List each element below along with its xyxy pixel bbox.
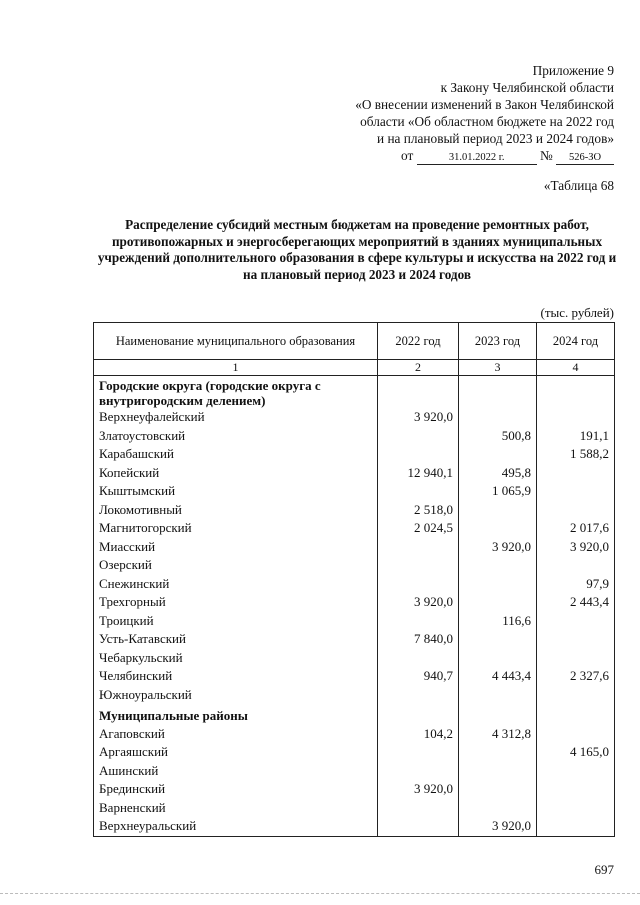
value-2024-cell: 3 920,0 bbox=[537, 538, 615, 557]
value-2024-cell bbox=[537, 649, 615, 668]
municipality-name-cell: Ашинский bbox=[94, 762, 378, 781]
table-row bbox=[94, 762, 615, 781]
municipality-name-cell: Верхнеуральский bbox=[94, 817, 378, 836]
value-2024-cell bbox=[537, 780, 615, 799]
table-row bbox=[94, 649, 615, 668]
value-2023-cell bbox=[459, 556, 537, 575]
municipality-name-cell: Аргаяшский bbox=[94, 743, 378, 762]
table-row bbox=[94, 686, 615, 705]
municipality-name-cell: Трехгорный bbox=[94, 593, 378, 612]
value-2022-cell bbox=[378, 704, 459, 725]
appendix-line: к Закону Челябинской области bbox=[440, 80, 614, 95]
value-2024-cell bbox=[537, 799, 615, 818]
value-2024-cell: 2 443,4 bbox=[537, 593, 615, 612]
page-bottom-rule bbox=[0, 893, 640, 894]
table-row bbox=[94, 799, 615, 818]
table-row bbox=[94, 427, 615, 446]
table-row bbox=[94, 817, 615, 836]
value-2024-cell bbox=[537, 501, 615, 520]
value-2022-cell bbox=[378, 743, 459, 762]
value-2023-cell bbox=[459, 445, 537, 464]
value-2023-cell: 1 065,9 bbox=[459, 482, 537, 501]
table-row bbox=[94, 593, 615, 612]
value-2023-cell bbox=[459, 501, 537, 520]
appendix-header bbox=[355, 62, 614, 165]
value-2024-cell bbox=[537, 630, 615, 649]
municipality-name-cell: Копейский bbox=[94, 464, 378, 483]
value-2024-cell: 2 327,6 bbox=[537, 667, 615, 686]
appendix-line: и на плановый период 2023 и 2024 годов» bbox=[377, 131, 614, 146]
municipality-name-cell: Локомотивный bbox=[94, 501, 378, 520]
table-row bbox=[94, 725, 615, 744]
units-label: (тыс. рублей) bbox=[540, 305, 614, 320]
municipality-name-cell: Карабашский bbox=[94, 445, 378, 464]
value-2024-cell bbox=[537, 464, 615, 483]
value-2023-cell: 4 443,4 bbox=[459, 667, 537, 686]
value-2024-cell bbox=[537, 482, 615, 501]
document-title: Распределение субсидий местным бюджетам на проведение ремонтных работ, противопожарных и энергосберегающих мероприятий в зданиях муниципальных учреждений дополнительного образования в сфере культуры и искусства на 2022 год и на плановый период 2023 и 2024 годов bbox=[97, 217, 617, 282]
value-2024-cell bbox=[537, 408, 615, 427]
value-2023-cell: 500,8 bbox=[459, 427, 537, 446]
municipality-name-cell: Агаповский bbox=[94, 725, 378, 744]
table-row bbox=[94, 780, 615, 799]
municipality-name-cell: Брединский bbox=[94, 780, 378, 799]
value-2022-cell bbox=[378, 556, 459, 575]
value-2023-cell bbox=[459, 519, 537, 538]
table-row bbox=[94, 538, 615, 557]
value-2022-cell bbox=[378, 612, 459, 631]
value-2023-cell: 3 920,0 bbox=[459, 538, 537, 557]
section-row bbox=[94, 704, 615, 725]
value-2022-cell: 2 518,0 bbox=[378, 501, 459, 520]
municipality-name-cell: Муниципальные районы bbox=[94, 704, 378, 725]
column-index: 1 bbox=[94, 360, 378, 376]
table-row bbox=[94, 612, 615, 631]
value-2022-cell bbox=[378, 376, 459, 409]
value-2022-cell: 7 840,0 bbox=[378, 630, 459, 649]
value-2024-cell: 2 017,6 bbox=[537, 519, 615, 538]
column-header-name: Наименование муниципального образования bbox=[94, 323, 378, 360]
value-2024-cell bbox=[537, 817, 615, 836]
value-2022-cell: 3 920,0 bbox=[378, 593, 459, 612]
municipality-name-cell: Магнитогорский bbox=[94, 519, 378, 538]
page-number: 697 bbox=[594, 862, 614, 877]
value-2023-cell bbox=[459, 762, 537, 781]
column-index-row bbox=[94, 360, 615, 376]
municipality-name-cell: Чебаркульский bbox=[94, 649, 378, 668]
section-row bbox=[94, 376, 615, 409]
column-header-2022: 2022 год bbox=[378, 323, 459, 360]
value-2024-cell bbox=[537, 725, 615, 744]
value-2024-cell: 191,1 bbox=[537, 427, 615, 446]
value-2022-cell bbox=[378, 799, 459, 818]
value-2024-cell bbox=[537, 686, 615, 705]
value-2024-cell: 1 588,2 bbox=[537, 445, 615, 464]
from-label: от bbox=[401, 148, 414, 163]
appendix-line: области «Об областном бюджете на 2022 год bbox=[360, 114, 614, 129]
value-2022-cell bbox=[378, 575, 459, 594]
municipality-name-cell: Кыштымский bbox=[94, 482, 378, 501]
appendix-line: «О внесении изменений в Закон Челябинской bbox=[355, 97, 614, 112]
municipality-name-cell: Троицкий bbox=[94, 612, 378, 631]
column-header-2024: 2024 год bbox=[537, 323, 615, 360]
value-2023-cell bbox=[459, 649, 537, 668]
value-2022-cell bbox=[378, 482, 459, 501]
value-2024-cell bbox=[537, 612, 615, 631]
header-row bbox=[94, 323, 615, 360]
appendix-line: Приложение 9 bbox=[532, 63, 614, 78]
table-row bbox=[94, 743, 615, 762]
value-2023-cell bbox=[459, 799, 537, 818]
table-row bbox=[94, 556, 615, 575]
column-index: 2 bbox=[378, 360, 459, 376]
law-date-number-line bbox=[355, 147, 614, 165]
value-2022-cell: 2 024,5 bbox=[378, 519, 459, 538]
value-2023-cell bbox=[459, 780, 537, 799]
table-row bbox=[94, 667, 615, 686]
municipality-name-cell: Озерский bbox=[94, 556, 378, 575]
column-header-2023: 2023 год bbox=[459, 323, 537, 360]
value-2023-cell bbox=[459, 686, 537, 705]
value-2023-cell bbox=[459, 376, 537, 409]
value-2022-cell: 3 920,0 bbox=[378, 408, 459, 427]
law-number: 526-ЗО bbox=[556, 152, 614, 165]
value-2023-cell bbox=[459, 743, 537, 762]
municipality-name-cell: Златоустовский bbox=[94, 427, 378, 446]
table-row bbox=[94, 445, 615, 464]
municipality-name-cell: Снежинский bbox=[94, 575, 378, 594]
value-2023-cell bbox=[459, 593, 537, 612]
table-row bbox=[94, 630, 615, 649]
value-2022-cell bbox=[378, 649, 459, 668]
table-label: «Таблица 68 bbox=[543, 178, 614, 193]
law-date: 31.01.2022 г. bbox=[417, 152, 537, 165]
municipality-name-cell: Южноуральский bbox=[94, 686, 378, 705]
value-2023-cell: 3 920,0 bbox=[459, 817, 537, 836]
value-2022-cell: 3 920,0 bbox=[378, 780, 459, 799]
value-2024-cell bbox=[537, 704, 615, 725]
table-row bbox=[94, 408, 615, 427]
municipality-name-cell: Варненский bbox=[94, 799, 378, 818]
municipality-name-cell: Челябинский bbox=[94, 667, 378, 686]
subsidy-table bbox=[93, 322, 615, 837]
table-row bbox=[94, 482, 615, 501]
table-row bbox=[94, 575, 615, 594]
value-2022-cell: 104,2 bbox=[378, 725, 459, 744]
value-2023-cell: 116,6 bbox=[459, 612, 537, 631]
municipality-name-cell: Городские округа (городские округа с внутригородским делением) bbox=[94, 376, 378, 409]
value-2023-cell bbox=[459, 630, 537, 649]
column-index: 3 bbox=[459, 360, 537, 376]
column-index: 4 bbox=[537, 360, 615, 376]
table-row bbox=[94, 519, 615, 538]
value-2024-cell bbox=[537, 762, 615, 781]
table-row bbox=[94, 501, 615, 520]
value-2023-cell: 495,8 bbox=[459, 464, 537, 483]
value-2024-cell bbox=[537, 556, 615, 575]
municipality-name-cell: Усть-Катавский bbox=[94, 630, 378, 649]
table-row bbox=[94, 464, 615, 483]
value-2022-cell bbox=[378, 686, 459, 705]
value-2023-cell bbox=[459, 408, 537, 427]
value-2023-cell bbox=[459, 704, 537, 725]
value-2022-cell bbox=[378, 538, 459, 557]
value-2024-cell: 4 165,0 bbox=[537, 743, 615, 762]
value-2022-cell bbox=[378, 817, 459, 836]
value-2024-cell bbox=[537, 376, 615, 409]
value-2022-cell bbox=[378, 445, 459, 464]
municipality-name-cell: Верхнеуфалейский bbox=[94, 408, 378, 427]
value-2022-cell bbox=[378, 762, 459, 781]
municipality-name-cell: Миасский bbox=[94, 538, 378, 557]
value-2022-cell: 12 940,1 bbox=[378, 464, 459, 483]
number-label: № bbox=[539, 148, 553, 163]
value-2024-cell: 97,9 bbox=[537, 575, 615, 594]
value-2023-cell bbox=[459, 575, 537, 594]
value-2023-cell: 4 312,8 bbox=[459, 725, 537, 744]
value-2022-cell: 940,7 bbox=[378, 667, 459, 686]
value-2022-cell bbox=[378, 427, 459, 446]
